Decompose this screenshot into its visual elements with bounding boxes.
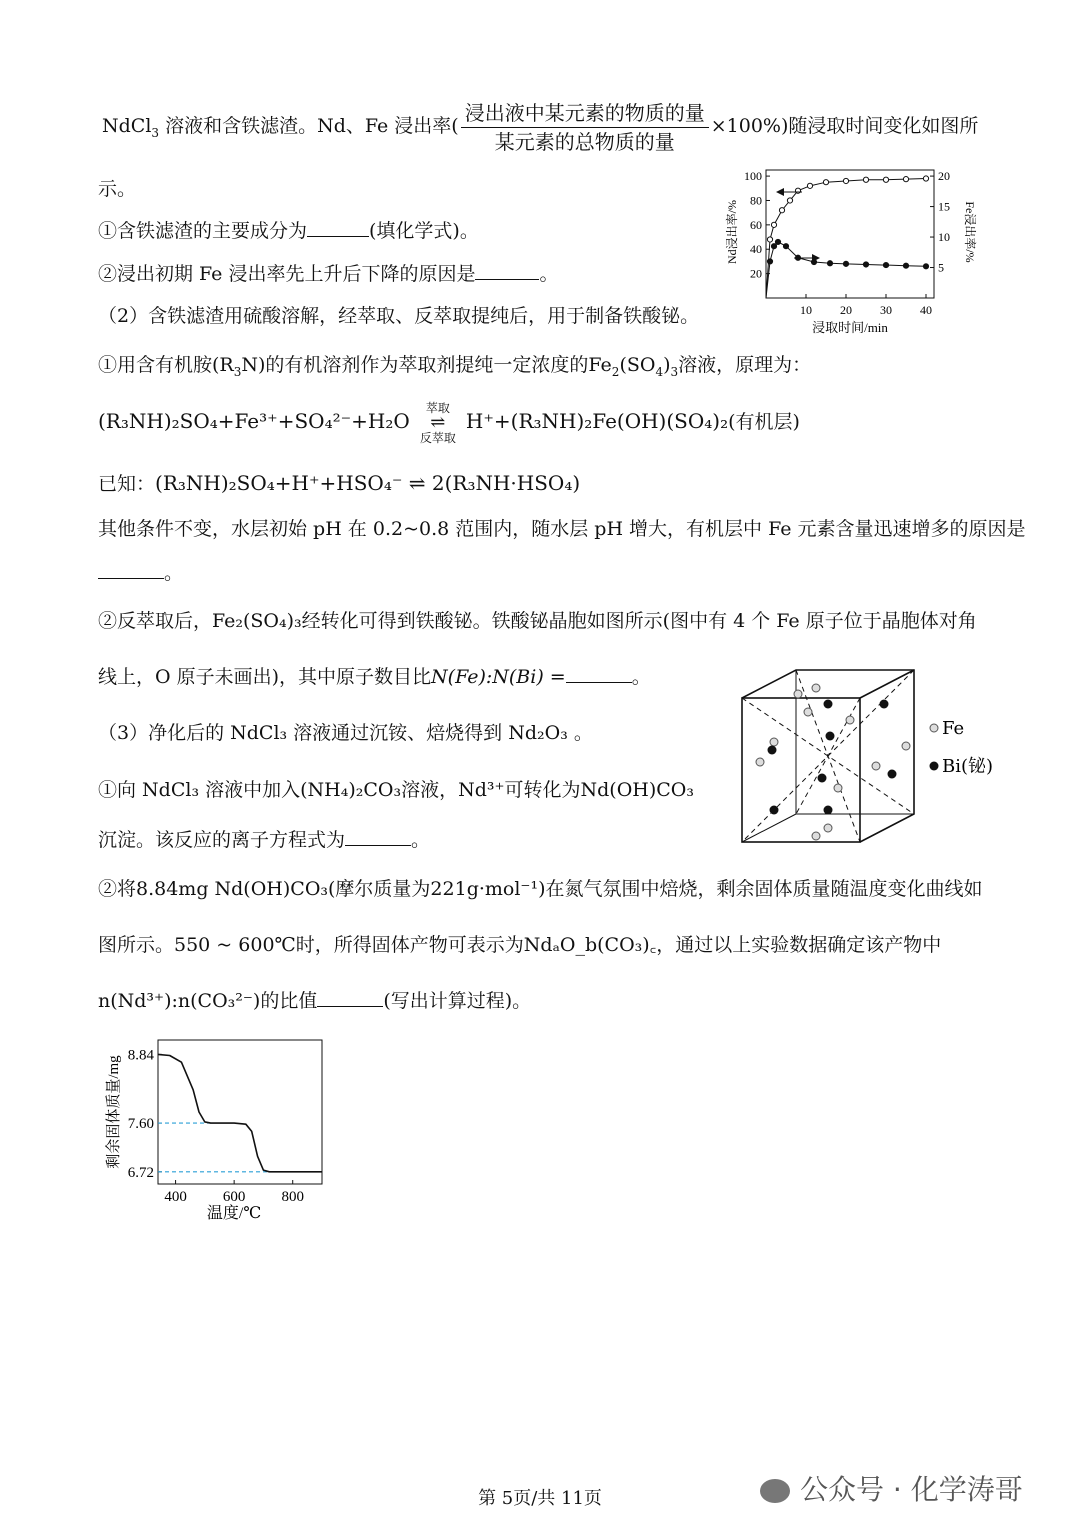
watermark: 公众号 · 化学涛哥 bbox=[760, 1468, 1023, 1508]
bi-atom bbox=[818, 774, 827, 783]
fe-data-point bbox=[903, 263, 908, 268]
fe-data-point bbox=[923, 264, 928, 269]
fe-legend-icon bbox=[930, 724, 938, 732]
question-3-1-b: 沉淀。该反应的离子方程式为 。 bbox=[98, 829, 431, 851]
chart1-y2-tick-label: 5 bbox=[938, 260, 944, 275]
question-1-1: ①含铁滤渣的主要成分为 (填化学式)。 bbox=[98, 220, 479, 242]
chart1-y2-tick-label: 20 bbox=[938, 169, 950, 184]
nd-data-point bbox=[787, 198, 792, 203]
fe-data-point bbox=[843, 261, 848, 266]
question-2-2-b: 线上，O 原子未画出)，其中原子数目比N(Fe):N(Bi) = 。 bbox=[98, 666, 651, 688]
fe-data-point bbox=[863, 262, 868, 267]
nd-data-point bbox=[771, 222, 776, 227]
nd-data-point bbox=[767, 237, 772, 242]
intro-line-2: 示。 bbox=[98, 178, 137, 200]
fe-legend-label: Fe bbox=[942, 718, 965, 739]
answer-blank[interactable] bbox=[475, 261, 539, 280]
fe-atom bbox=[812, 684, 820, 692]
fe-atom bbox=[872, 762, 880, 770]
chart1-y-tick-label: 40 bbox=[750, 242, 762, 257]
chart2-frame bbox=[158, 1040, 322, 1184]
nd-data-point bbox=[807, 183, 812, 188]
known-equation: 已知：(R₃NH)₂SO₄+H⁺+HSO₄⁻ ⇌ 2(R₃NH·HSO₄) bbox=[98, 471, 581, 495]
nd-data-point bbox=[779, 208, 784, 213]
chart1-frame bbox=[766, 170, 934, 298]
nd-data-point bbox=[795, 188, 800, 193]
bi-legend-label: Bi(铋) bbox=[942, 756, 994, 777]
chart1-xlabel: 浸取时间/min bbox=[812, 320, 888, 335]
answer-blank[interactable] bbox=[345, 827, 411, 846]
answer-blank[interactable] bbox=[317, 988, 383, 1007]
answer-blank[interactable] bbox=[307, 218, 369, 237]
chart2-y-tick-label: 6.72 bbox=[127, 1164, 154, 1181]
nd-series-line bbox=[766, 179, 926, 298]
chart2-y-tick-label: 7.60 bbox=[127, 1116, 154, 1133]
question-3-2-c: n(Nd³⁺):n(CO₃²⁻)的比值 (写出计算过程)。 bbox=[98, 990, 532, 1012]
fe-atom bbox=[804, 708, 812, 716]
bi-atom bbox=[826, 732, 835, 741]
bi-atom bbox=[770, 806, 779, 815]
chart1-x-tick-label: 20 bbox=[840, 303, 852, 317]
leach-rate-fraction: $\frac{\text{浸出液中某元素的物质的量}}{\text{某元素的总物质的量}}$ bbox=[461, 99, 709, 156]
chart1-y-tick-label: 20 bbox=[750, 266, 762, 281]
fe-atom bbox=[756, 758, 764, 766]
fe-atom bbox=[794, 690, 802, 698]
bismuth-ferrite-crystal-cell bbox=[738, 666, 1000, 848]
fe-series-line bbox=[766, 242, 926, 298]
chart1-y-tick-label: 60 bbox=[750, 217, 762, 232]
fe-atom bbox=[770, 738, 778, 746]
question-2: （2）含铁滤渣用硫酸溶解，经萃取、反萃取提纯后，用于制备铁酸铋。 bbox=[98, 305, 700, 327]
chart1-y2label: Fe浸出率/% bbox=[963, 201, 977, 263]
question-1-2: ②浸出初期 Fe 浸出率先上升后下降的原因是 。 bbox=[98, 263, 559, 285]
question-2-1-ask: 其他条件不变，水层初始 pH 在 0.2~0.8 范围内，随水层 pH 增大，有机层中 Fe 元素含量迅速增多的原因是 bbox=[98, 518, 1026, 540]
page-footer: 第 5页/共 11页 bbox=[478, 1488, 602, 1509]
fe-data-point bbox=[771, 244, 776, 249]
answer-blank[interactable] bbox=[566, 664, 632, 683]
chart1-y2-tick-label: 10 bbox=[938, 230, 950, 245]
fe-atom bbox=[834, 784, 842, 792]
nd-data-point bbox=[923, 176, 928, 181]
chart2-x-tick-label: 800 bbox=[281, 1189, 304, 1205]
fe-atom bbox=[824, 824, 832, 832]
fe-data-point bbox=[783, 244, 788, 249]
question-3-2-a: ②将8.84mg Nd(OH)CO₃(摩尔质量为221g·mol⁻¹)在氮气氛围中焙烧，剩余固体质量随温度变化曲线如 bbox=[98, 878, 983, 900]
chart1-x-tick-label: 40 bbox=[920, 303, 932, 317]
chart1-ylabel: Nd浸出率/% bbox=[725, 200, 739, 264]
chart1-x-tick-label: 10 bbox=[800, 303, 812, 317]
nd-data-point bbox=[843, 178, 848, 183]
chart1-y2-tick-label: 15 bbox=[938, 199, 950, 214]
nd-data-point bbox=[903, 177, 908, 182]
bi-atom bbox=[768, 746, 777, 755]
fe-data-point bbox=[827, 261, 832, 266]
chart2-x-tick-label: 400 bbox=[164, 1189, 187, 1205]
chart2-y-tick-label: 8.84 bbox=[127, 1047, 154, 1064]
nd-data-point bbox=[863, 177, 868, 182]
chart2-x-tick-label: 600 bbox=[222, 1189, 246, 1205]
wechat-icon bbox=[760, 1479, 790, 1503]
reversible-arrow: 萃取 ⇌ 反萃取 bbox=[419, 401, 456, 445]
chart1-y-tick-label: 80 bbox=[750, 193, 762, 208]
bi-atom bbox=[824, 806, 833, 815]
answer-blank[interactable] bbox=[98, 560, 164, 579]
chart2-xlabel: 温度/℃ bbox=[206, 1205, 262, 1222]
question-2-2-a: ②反萃取后，Fe₂(SO₄)₃经转化可得到铁酸铋。铁酸铋晶胞如图所示(图中有 4 个 Fe 原子位于晶胞体对角 bbox=[98, 610, 977, 632]
fe-atom bbox=[902, 742, 910, 750]
nd-data-point bbox=[823, 180, 828, 185]
leaching-rate-chart bbox=[718, 162, 980, 338]
question-3-1-a: ①向 NdCl₃ 溶液中加入(NH₄)₂CO₃溶液，Nd³⁺可转化为Nd(OH)CO₃ bbox=[98, 779, 695, 801]
fe-data-point bbox=[883, 262, 888, 267]
bi-legend-icon bbox=[930, 762, 939, 771]
question-2-1: ①用含有机胺$(R_3N)$的有机溶剂作为萃取剂提纯一定浓度的$Fe_2(SO_4)_3$溶液，原理为： bbox=[98, 354, 812, 379]
fe-atom bbox=[812, 832, 820, 840]
nd-data-point bbox=[883, 177, 888, 182]
question-2-1-answer: 。 bbox=[98, 560, 183, 586]
residual-mass-chart bbox=[98, 1034, 330, 1224]
chart1-x-tick-label: 30 bbox=[880, 303, 892, 317]
fe-atom bbox=[846, 716, 854, 724]
cell-front-face bbox=[742, 698, 860, 842]
question-3-2-b: 图所示。550 ~ 600℃时，所得固体产物可表示为NdₐO_b(CO₃)꜀，通过以上实验数据确定该产物中 bbox=[98, 934, 942, 956]
mass-curve bbox=[158, 1054, 322, 1171]
intro-line: NdCl$_3$ 溶液和含铁滤渣。Nd、Fe 浸出率( $\frac{\text{浸出液中某元素的物质的量}}{\text{某元素的总物质的量}}$ ×100%)随浸取时间变化如图所 bbox=[102, 100, 979, 154]
bi-atom bbox=[880, 700, 889, 709]
equation-1: (R₃NH)₂SO₄+Fe³⁺+SO₄²⁻+H₂O 萃取 ⇌ 反萃取 H⁺+(R₃NH)₂Fe(OH)(SO₄)₂(有机层) bbox=[98, 401, 800, 445]
question-3: （3）净化后的 NdCl₃ 溶液通过沉铵、焙烧得到 Nd₂O₃ 。 bbox=[98, 722, 593, 744]
bi-atom bbox=[888, 770, 897, 779]
chart2-ylabel: 剩余固体质量/mg bbox=[106, 1055, 122, 1169]
fe-data-point bbox=[767, 259, 772, 264]
chart1-y-tick-label: 100 bbox=[744, 169, 762, 184]
fe-data-point bbox=[775, 239, 780, 244]
bi-atom bbox=[824, 700, 833, 709]
